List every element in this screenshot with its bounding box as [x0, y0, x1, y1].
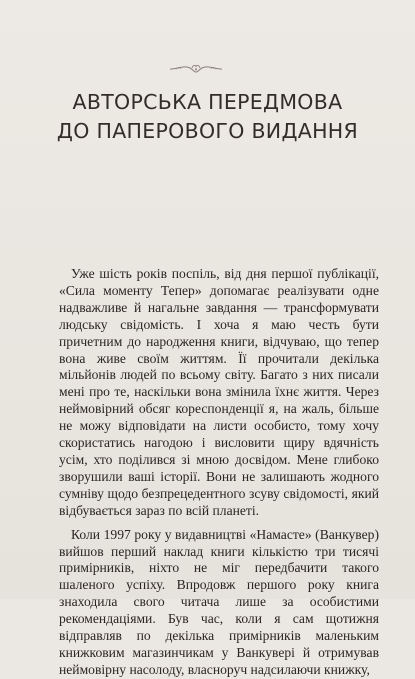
body-text: [59, 266, 379, 679]
chapter-title-line-1: АВТОРСЬКА ПЕРЕДМОВА: [72, 90, 343, 114]
flourish-ornament-icon: [168, 62, 224, 76]
chapter-title: [0, 88, 415, 146]
paragraph-2: Коли 1997 року у видавництві «Намасте» (Ванкувер) вийшов перший наклад книги кількістю три тисячі примірників, ніхто не міг передбачити такого шаленого успіху. Впродовж першого року книга знаходила свого читача лише за особистими рекомендаціями. Був час, коли я сам щотижня відправляв по декілька примірників маленьким книжковим магазинчикам у Ванкувері й отримував неймовірну насолоду, власноруч надсилаючи книжку,: [59, 526, 379, 677]
paragraph-1: Уже шість років поспіль, від дня першої публікації, «Сила моменту Тепер» допомагає реалізувати одне надважливе й нагальне завдання — трансформувати людську свідомість. І хоча я маю честь бути причетним до народження книги, відчуваю, що тепер вона живе своїм життям. Її прочитали декілька мільйонів людей по всьому світу. Багато з них писали мені про те, наскільки вона змінила їхнє життя. Через неймовірний обсяг кореспонденції я, на жаль, більше не можу відповідати на листи особисто, тому хочу скористатись нагодою і висловити щиру вдячність усім, хто поділився зі мною досвідом. Мене глибоко зворушили ваші історії. Вони не залишають жодного сумніву щодо безпрецедентного зсуву свідомості, який відбувається зараз по всій планеті.: [59, 266, 379, 518]
chapter-title-line-2: ДО ПАПЕРОВОГО ВИДАННЯ: [56, 119, 359, 143]
